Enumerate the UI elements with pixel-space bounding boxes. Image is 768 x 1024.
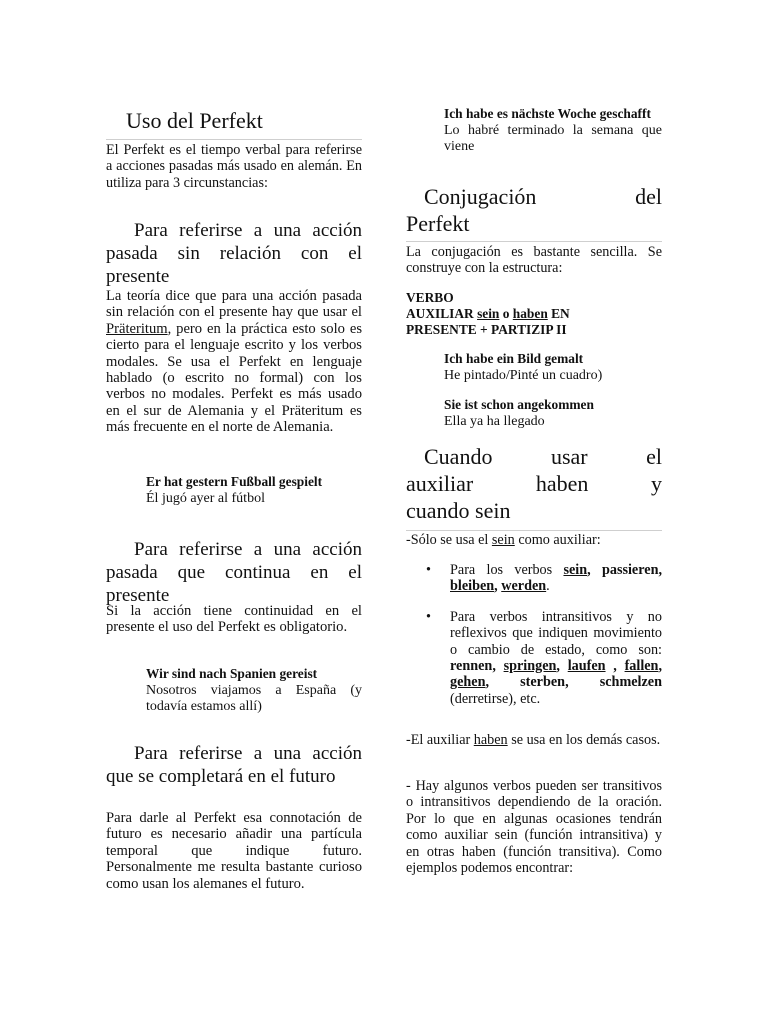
haben-link: haben: [512, 306, 548, 321]
sein-list: [406, 562, 662, 707]
cuando-rule: [406, 530, 662, 531]
example-german: Er hat gestern Fußball gespielt: [146, 474, 323, 489]
haben-paragraph: -El auxiliar haben se usa en los demás casos.: [406, 732, 661, 748]
sein-intro: -Sólo se usa el sein como auxiliar:: [406, 532, 601, 548]
example-spanish: He pintado/Pinté un cuadro): [444, 368, 603, 383]
future-example: [444, 106, 662, 155]
conj-word3: Perfekt: [406, 211, 470, 236]
section2-example: [146, 666, 362, 715]
example-german: Ich habe es nächste Woche geschafft: [444, 106, 651, 121]
bullet-icon: •: [426, 608, 431, 625]
conjugation-heading: [406, 183, 662, 237]
example-spanish: Él jugó ayer al fútbol: [146, 491, 265, 506]
cuando-heading: Cuando usar el auxiliar haben y cuando sein: [406, 444, 662, 523]
section1-example: [146, 474, 362, 507]
intro-paragraph: El Perfekt es el tiempo verbal para referirse a acciones pasadas más usado en alemán. En utiliza para 3 circunstancias:: [106, 142, 362, 191]
example-spanish: Nosotros viajamos a España (y todavía estamos allí): [146, 683, 362, 714]
section2-heading: Para referirse a una acción pasada que continua en el presente: [106, 539, 362, 606]
section3-paragraph: Para darle al Perfekt esa connotación de futuro es necesario añadir una partícula temporal que indique futuro. Personalmente me resulta bastante curioso como usan los alemanes el futuro.: [106, 810, 362, 892]
section3-heading: Para referirse a una acción que se completará en el futuro: [106, 743, 362, 787]
conjugation-example-2: [444, 397, 662, 430]
conjugation-rule: [406, 241, 662, 242]
title-rule: [106, 139, 362, 140]
example-spanish: Lo habré terminado la semana que viene: [444, 123, 662, 154]
list-item: • Para los verbos sein, passieren, bleiben, werden.: [426, 562, 663, 595]
sein-link: sein: [491, 532, 515, 548]
section1-heading: Para referirse a una acción pasada sin relación con el presente: [106, 220, 362, 287]
conj-word1: Conjugación: [424, 184, 537, 209]
haben-link: haben: [473, 732, 508, 748]
conjugation-paragraph: La conjugación es bastante sencilla. Se construye con la estructura:: [406, 244, 662, 277]
example-german: Wir sind nach Spanien gereist: [146, 666, 318, 681]
page-title: Uso del Perfekt: [126, 108, 263, 133]
sein-link: sein: [477, 306, 500, 321]
bullet-icon: •: [426, 562, 431, 578]
conjugation-example-1: [444, 351, 662, 384]
list-item: • Para verbos intransitivos y no reflexivos que indiquen movimiento o cambio de estado, como son: rennen, springen, laufen , fallen, gehen, sterben, schmelzen (derretirse), etc.: [426, 608, 662, 707]
final-paragraph: - Hay algunos verbos pueden ser transitivos o intransitivos dependiendo de la oración. Por lo que en algunas ocasiones tendrán como auxiliar sein (función intransitiva) y en otras haben (función transitiva). Como ejemplos podemos encontrar:: [406, 778, 662, 877]
conj-word2: del: [635, 184, 662, 209]
example-german: Sie ist schon angekommen: [444, 397, 594, 412]
conjugation-formula: VERBO AUXILIAR sein o haben EN PRESENTE + PARTIZIP II: [406, 290, 570, 337]
example-spanish: Ella ya ha llegado: [444, 414, 545, 429]
section1-paragraph: La teoría dice que para una acción pasada sin relación con el presente hay que usar el Präteritum, pero en la práctica esto solo es cierto para el lenguaje escrito y los verbos modales. Se usa el Perfekt en lenguaje hablado (o escrito no formal) con los verbos no modales. Perfekt es más usado en el sur de Alemania y el Präteritum es más frecuente en el norte de Alemania.: [106, 288, 362, 436]
example-german: Ich habe ein Bild gemalt: [444, 351, 584, 366]
section2-paragraph: Si la acción tiene continuidad en el presente el uso del Perfekt es obligatorio.: [106, 603, 362, 636]
prateritum-link: Präteritum: [106, 320, 168, 337]
